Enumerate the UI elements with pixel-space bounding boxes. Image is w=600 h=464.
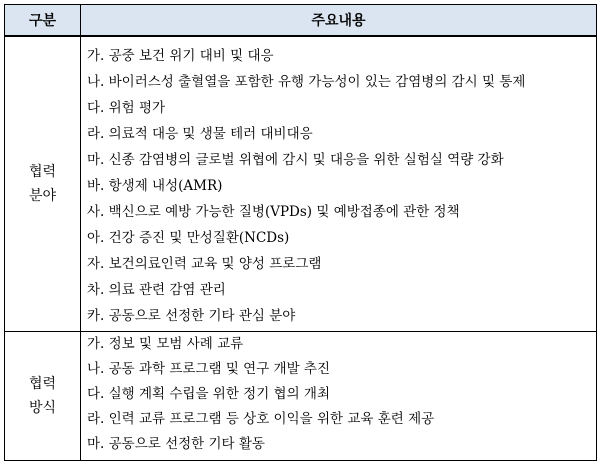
- list-item: 다. 위험 평가: [87, 100, 166, 116]
- fields-list: [81, 37, 596, 329]
- methods-list: [81, 332, 596, 457]
- category-label-line: 방식: [28, 400, 57, 416]
- header-contents: 주요내용: [81, 5, 597, 37]
- header-row: [5, 5, 597, 37]
- cooperation-table: [4, 4, 597, 461]
- list-item: 나. 공동 과학 프로그램 및 연구 개발 추진: [87, 361, 330, 377]
- list-item: 바. 항생제 내성(AMR): [87, 178, 223, 194]
- contents-cell-methods: [81, 332, 597, 461]
- list-item: 다. 실행 계획 수립을 위한 정기 협의 개최: [87, 386, 330, 402]
- list-item: 카. 공동으로 선정한 기타 관심 분야: [87, 308, 296, 324]
- list-item: 마. 공동으로 선정한 기타 활동: [87, 436, 265, 452]
- list-item: 가. 공중 보건 위기 대비 및 대응: [87, 48, 274, 64]
- header-category: 구분: [5, 5, 81, 37]
- category-cell-methods: [5, 332, 81, 461]
- list-item: 나. 바이러스성 출혈열을 포함한 유행 가능성이 있는 감염병의 감시 및 통제: [87, 74, 526, 90]
- table-row-fields: [5, 36, 597, 332]
- category-label-line: 분야: [28, 188, 57, 204]
- list-item: 차. 의료 관련 감염 관리: [87, 282, 226, 298]
- list-item: 마. 신종 감염병의 글로벌 위협에 감시 및 대응을 위한 실험실 역량 강화: [87, 152, 504, 168]
- list-item: 아. 건강 증진 및 만성질환(NCDs): [87, 230, 290, 246]
- table-row-methods: [5, 332, 597, 461]
- category-label-line: 협력: [28, 376, 57, 392]
- list-item: 라. 의료적 대응 및 생물 테러 대비대응: [87, 126, 313, 142]
- list-item: 사. 백신으로 예방 가능한 질병(VPDs) 및 예방접종에 관한 정책: [87, 204, 460, 220]
- category-cell-fields: [5, 36, 81, 332]
- category-label-line: 협력: [28, 164, 57, 180]
- list-item: 가. 정보 및 모범 사례 교류: [87, 336, 244, 352]
- list-item: 라. 인력 교류 프로그램 등 상호 이익을 위한 교육 훈련 제공: [87, 411, 435, 427]
- list-item: 자. 보건의료인력 교육 및 양성 프로그램: [87, 256, 322, 272]
- contents-cell-fields: [81, 36, 597, 332]
